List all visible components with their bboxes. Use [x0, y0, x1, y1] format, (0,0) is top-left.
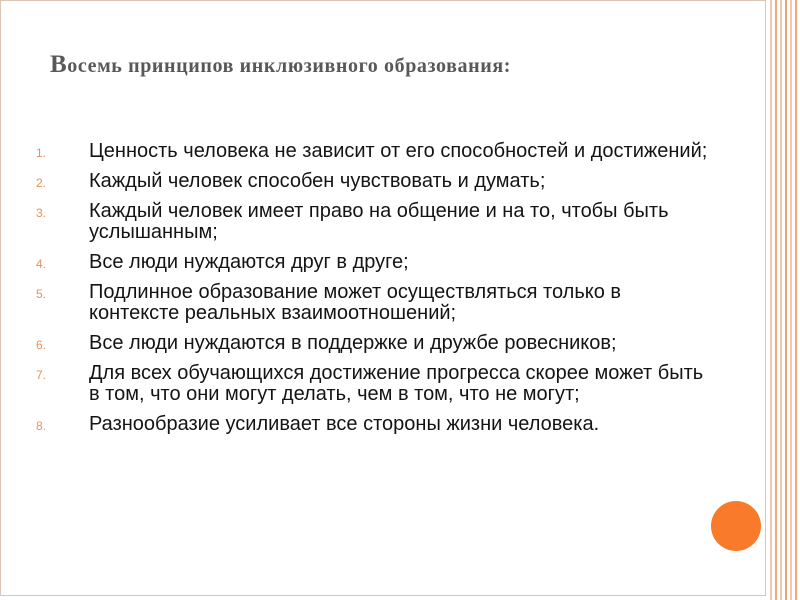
accent-circle [711, 501, 761, 551]
decorative-stripes [767, 0, 800, 600]
stripe [770, 0, 772, 600]
item-number: 2. [36, 176, 47, 190]
item-number: 5. [36, 287, 47, 301]
principles-list [36, 141, 716, 444]
stripe [785, 0, 787, 600]
slide-title [50, 50, 740, 80]
stripe [790, 0, 792, 600]
stripe [780, 0, 782, 600]
list-item [36, 333, 716, 354]
item-text: Разнообразие усиливает все стороны жизни человека. [89, 413, 600, 435]
item-number: 4. [36, 257, 47, 271]
stripe [775, 0, 777, 600]
list-item [36, 252, 716, 273]
list-item [36, 201, 716, 243]
item-number: 6. [36, 338, 47, 352]
item-number: 7. [36, 368, 47, 382]
item-text: Ценность человека не зависит от его способностей и достижений; [89, 140, 708, 162]
list-item [36, 363, 716, 405]
list-item [36, 141, 716, 162]
title-initial: В [50, 51, 68, 78]
list-item [36, 171, 716, 192]
item-text: Для всех обучающихся достижение прогресса скорее может быть в том, что они могут делать, чем в том, что не могут; [89, 362, 704, 405]
item-text: Каждый человек имеет право на общение и на то, чтобы быть услышанным; [89, 200, 669, 243]
item-text: Подлинное образование может осуществляться только в контексте реальных взаимоотношений; [89, 281, 622, 324]
stripe [795, 0, 797, 600]
item-number: 8. [36, 419, 47, 433]
list-item [36, 282, 716, 324]
item-number: 3. [36, 206, 47, 220]
list-item [36, 414, 716, 435]
title-text: осемь принципов инклюзивного образования: [67, 55, 512, 77]
item-text: Все люди нуждаются в поддержке и дружбе ровесников; [89, 332, 617, 354]
item-number: 1. [36, 146, 47, 160]
item-text: Каждый человек способен чувствовать и думать; [89, 170, 546, 192]
item-text: Все люди нуждаются друг в друге; [89, 251, 409, 273]
